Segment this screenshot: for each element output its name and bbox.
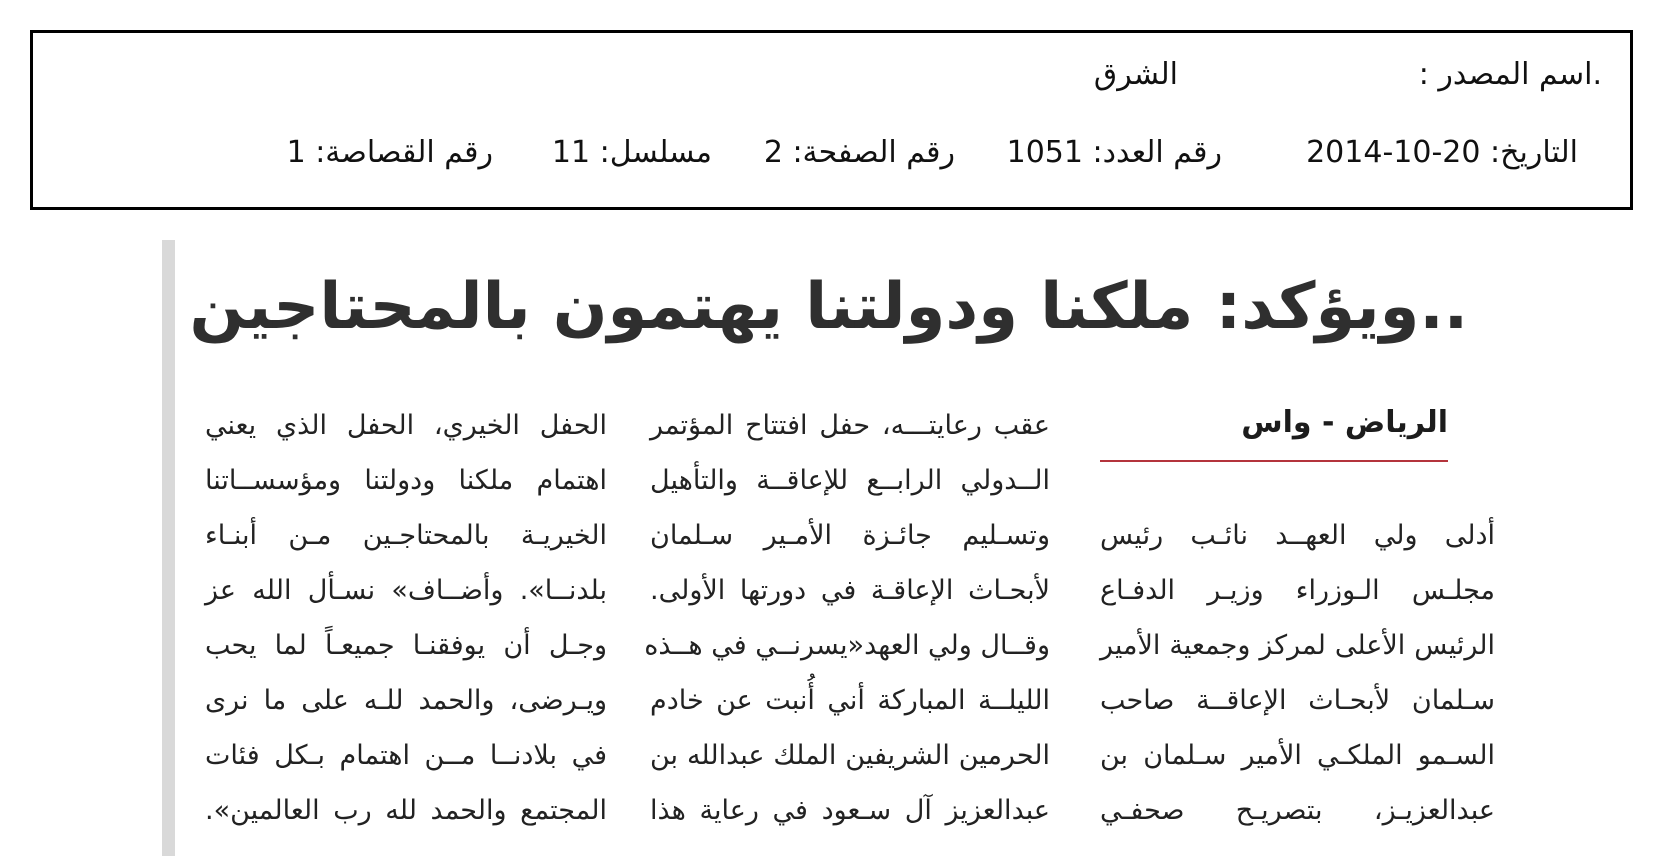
- page-number-field: رقم الصفحة: 2: [763, 135, 955, 170]
- text-line: الليلــة المباركة أني أُنبت عن خادم: [650, 685, 1050, 716]
- clipping-info-box: [30, 30, 1633, 210]
- text-line: عبدالعزيـز، بتصريـح صحفـي: [1100, 795, 1495, 826]
- source-value: الشرق: [1093, 57, 1178, 92]
- text-line: في بلادنــا مــن اهتمام بـكل فئات: [205, 740, 607, 771]
- text-line: وقــال ولي العهد«يسرنــي في هــذه: [644, 630, 1050, 661]
- issue-details-row: [33, 131, 1630, 175]
- text-line: سـلمان لأبحـاث الإعاقــة صاحب: [1100, 685, 1495, 716]
- text-line: الخيريـة بالمحتاجـين مـن أبنـاء: [205, 520, 607, 551]
- article-column-3: [205, 398, 607, 838]
- text-line: مجلـس الـوزراء وزيـر الدفـاع: [1100, 575, 1495, 606]
- text-line: أدلى ولي العهــد نائـب رئيس: [1100, 520, 1495, 551]
- text-line: السـمو الملكـي الأمير سـلمان بن: [1100, 740, 1495, 771]
- article-headline: ..ويؤكد: ملكنا ودولتنا يهتمون بالمحتاجين: [189, 270, 1468, 344]
- text-line: بلدنــا». وأضــاف» نسـأل الله عز: [205, 575, 607, 606]
- text-line: عبدالعزيز آل سـعود في رعاية هذا: [650, 795, 1050, 826]
- text-line: اهتمام ملكنا ودولتنا ومؤسســاتنا: [205, 465, 607, 496]
- text-line: ويـرضى، والحمد للـه على ما نرى: [205, 685, 607, 716]
- text-line: الــدولي الرابــع للإعاقــة والتأهيل: [650, 465, 1050, 496]
- sidebar-rule: [162, 240, 175, 856]
- text-line: الرئيس الأعلى لمركز وجمعية الأمير: [1100, 630, 1495, 661]
- serial-field: مسلسل: 11: [551, 135, 712, 170]
- clip-number-field: رقم القصاصة: 1: [286, 135, 493, 170]
- text-line: لأبحـاث الإعاقـة في دورتها الأولى.: [650, 575, 1050, 606]
- byline-divider: [1100, 460, 1448, 462]
- article-column-2: [644, 398, 1050, 838]
- text-line: وجـل أن يوفقنـا جميعـاً لما يحب: [205, 630, 607, 661]
- article-byline: الرياض - واس: [1241, 405, 1448, 440]
- date-field: التاريخ: 20-10-2014: [1306, 135, 1578, 170]
- text-line: الحفل الخيري، الحفل الذي يعني: [205, 410, 607, 441]
- source-label: .اسم المصدر :: [1418, 57, 1602, 92]
- text-line: المجتمع والحمد لله رب العالمين».: [205, 795, 607, 826]
- issue-number-field: رقم العدد: 1051: [1006, 135, 1222, 170]
- text-line: الحرمين الشريفين الملك عبدالله بن: [650, 740, 1050, 771]
- text-line: عقب رعايتـــه، حفل افتتاح المؤتمر: [650, 410, 1050, 441]
- source-row: [33, 53, 1630, 97]
- text-line: وتسـليم جائـزة الأمـير سـلمان: [650, 520, 1050, 551]
- article-column-1: [1100, 508, 1495, 838]
